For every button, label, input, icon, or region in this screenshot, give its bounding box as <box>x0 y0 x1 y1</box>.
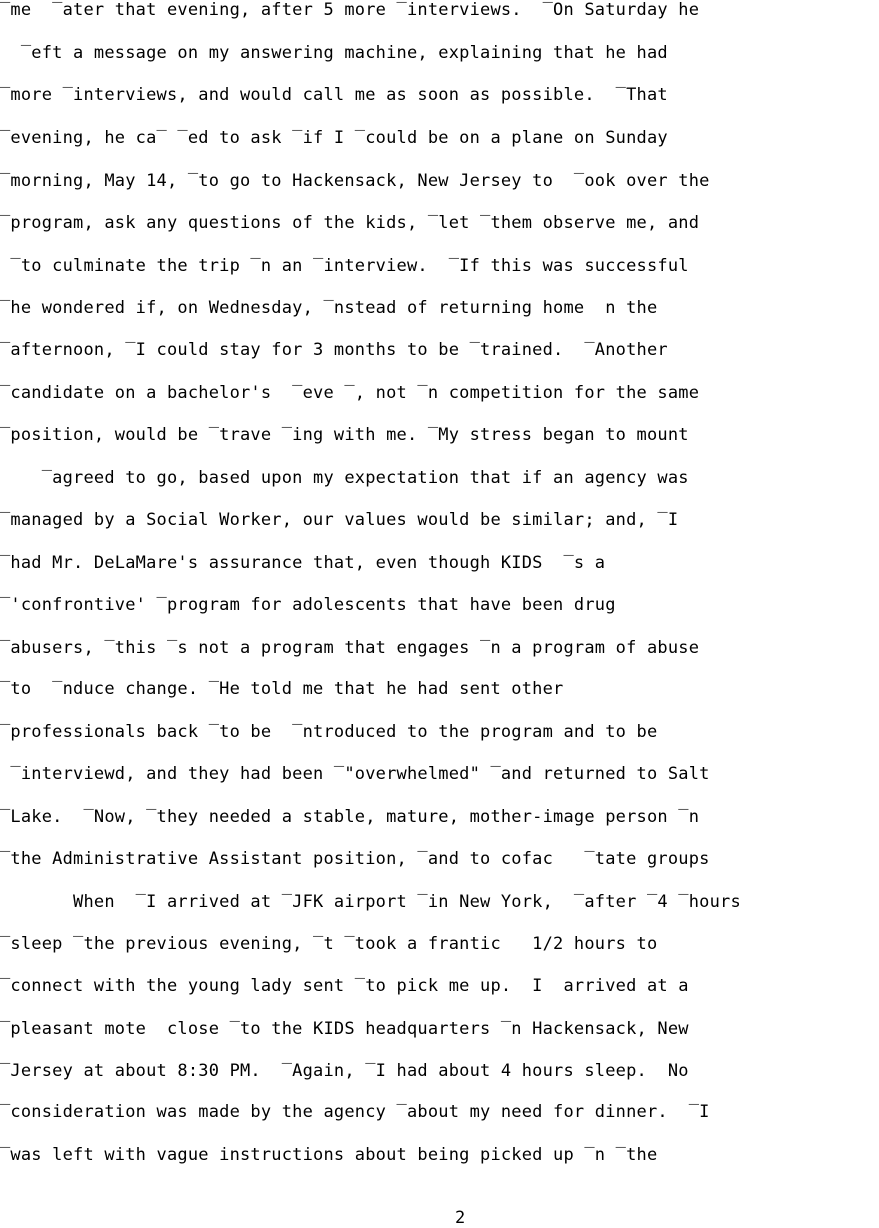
text-line: ‾to ‾nduce change. ‾He told me that he had sent other <box>0 679 564 699</box>
text-line: ‾professionals back ‾to be ‾ntroduced to the program and to be <box>0 722 658 742</box>
text-line: ‾was left with vague instructions about being picked up ‾n ‾the <box>0 1145 658 1165</box>
text-line: ‾he wondered if, on Wednesday, ‾nstead of returning home n the <box>0 298 658 318</box>
text-line: ‾interviewd, and they had been ‾"overwhelmed" ‾and returned to Salt <box>0 764 710 784</box>
text-line: ‾position, would be ‾trave ‾ing with me. ‾My stress began to mount <box>0 425 689 445</box>
text-line: ‾me ‾ater that evening, after 5 more ‾interviews. ‾On Saturday he <box>0 0 700 20</box>
text-line: ‾had Mr. DeLaMare's assurance that, even though KIDS ‾s a <box>0 553 606 573</box>
text-line: ‾the Administrative Assistant position, ‾and to cofac ‾tate groups <box>0 849 710 869</box>
text-line: ‾managed by a Social Worker, our values would be similar; and, ‾I <box>0 510 679 530</box>
text-line: ‾more ‾interviews, and would call me as soon as possible. ‾That <box>0 85 668 105</box>
text-line: When ‾I arrived at ‾JFK airport ‾in New York, ‾after ‾4 ‾hours <box>0 892 741 912</box>
text-line: ‾agreed to go, based upon my expectation that if an agency was <box>0 468 689 488</box>
text-line: ‾program, ask any questions of the kids, ‾let ‾them observe me, and <box>0 213 700 233</box>
text-line: ‾'confrontive' ‾program for adolescents that have been drug <box>0 595 616 615</box>
text-line: ‾connect with the young lady sent ‾to pick me up. I arrived at a <box>0 976 689 996</box>
page-number: 2 <box>455 1208 466 1228</box>
text-line: ‾to culminate the trip ‾n an ‾interview. ‾If this was successful <box>0 256 689 276</box>
text-line: ‾sleep ‾the previous evening, ‾t ‾took a frantic 1/2 hours to <box>0 934 658 954</box>
text-line: ‾consideration was made by the agency ‾about my need for dinner. ‾I <box>0 1102 710 1122</box>
text-line: ‾afternoon, ‾I could stay for 3 months to be ‾trained. ‾Another <box>0 340 668 360</box>
text-line: ‾morning, May 14, ‾to go to Hackensack, New Jersey to ‾ook over the <box>0 171 710 191</box>
text-line: ‾eft a message on my answering machine, explaining that he had <box>0 43 668 63</box>
text-line: ‾Jersey at about 8:30 PM. ‾Again, ‾I had about 4 hours sleep. No <box>0 1061 689 1081</box>
text-line: ‾evening, he ca‾ ‾ed to ask ‾if I ‾could be on a plane on Sunday <box>0 128 668 148</box>
text-line: ‾candidate on a bachelor's ‾eve ‾, not ‾n competition for the same <box>0 383 700 403</box>
text-line: ‾Lake. ‾Now, ‾they needed a stable, mature, mother-image person ‾n <box>0 807 700 827</box>
text-line: ‾abusers, ‾this ‾s not a program that engages ‾n a program of abuse <box>0 638 700 658</box>
text-line: ‾pleasant mote close ‾to the KIDS headquarters ‾n Hackensack, New <box>0 1019 689 1039</box>
